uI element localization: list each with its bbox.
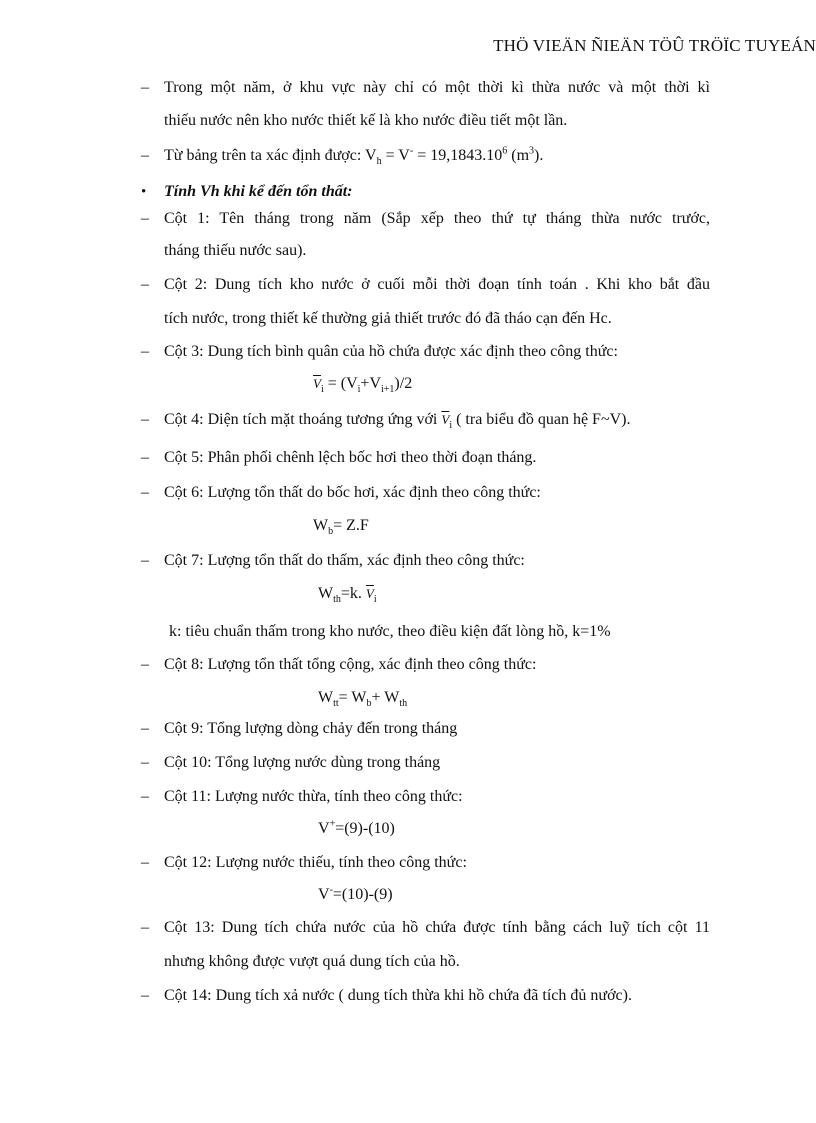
list-dash: – (141, 656, 149, 673)
result-line: Từ bảng trên ta xác định được: $V_h = V^- = 19,1843.10^6$ $(m^3)$. (164, 145, 544, 168)
paragraph-line: Cột 13: Dung tích chứa nước của hồ chứa được tính bằng cách luỹ tích cột 11 (164, 919, 710, 936)
paragraph-line: Cột 7: Lượng tổn thất do thấm, xác định theo công thức: (164, 552, 525, 569)
section-heading: Tính Vh khi kể đến tổn thất: (164, 183, 353, 200)
paragraph-line: nhưng không được vượt quá dung tích của hồ. (164, 953, 460, 970)
list-dash: – (141, 343, 149, 360)
paragraph-line: tháng thiếu nước sau). (164, 242, 307, 259)
bullet-marker: • (141, 184, 147, 200)
paragraph-line: Trong một năm, ở khu vực này chỉ có một thời kì thừa nước và một thời kì (164, 79, 710, 96)
paragraph-line: Cột 9: Tổng lượng dòng chảy đến trong tháng (164, 720, 458, 737)
list-dash: – (141, 788, 149, 805)
list-dash: – (141, 210, 149, 227)
list-dash: – (141, 552, 149, 569)
formula-evaporation: $W_b= Z.F$ (313, 517, 369, 538)
list-dash: – (141, 919, 149, 936)
paragraph-line: Cột 14: Dung tích xả nước ( dung tích thừa khi hồ chứa đã tích đủ nước). (164, 987, 632, 1004)
list-dash: – (141, 276, 149, 293)
list-dash: – (141, 411, 149, 428)
list-dash: – (141, 147, 149, 164)
paragraph-line: Cột 12: Lượng nước thiếu, tính theo công thức: (164, 854, 467, 871)
paragraph-line: Cột 4: Diện tích mặt thoáng tương ứng với $\overline{V}_i$ ( tra biểu đồ quan hệ F~V). (164, 411, 631, 432)
formula-deficit: V-=(10)-(9) (318, 884, 393, 903)
paragraph-line: Cột 10: Tổng lượng nước dùng trong tháng (164, 754, 441, 771)
paragraph-line: Cột 1: Tên tháng trong năm (Sắp xếp theo thứ tự tháng thừa nước trước, (164, 210, 710, 227)
list-dash: – (141, 720, 149, 737)
formula-seepage: $W_{th}=k$. $\overline{V}_i$ (318, 585, 377, 606)
formula-surplus: V+=(9)-(10) (318, 818, 395, 837)
paragraph-line: Cột 8: Lượng tổn thất tổng cộng, xác định theo công thức: (164, 656, 537, 673)
formula-total-loss: $W_{tt}= W_b+ W_{th}$ (318, 689, 408, 710)
list-dash: – (141, 987, 149, 1004)
paragraph-line: tích nước, trong thiết kế thường giả thiết trước đó đã tháo cạn đến Hc. (164, 310, 612, 327)
paragraph-line: Cột 5: Phân phối chênh lệch bốc hơi theo thời đoạn tháng. (164, 449, 537, 466)
list-dash: – (141, 449, 149, 466)
list-dash: – (141, 484, 149, 501)
note-line: k: tiêu chuẩn thấm trong kho nước, theo điều kiện đất lòng hồ, k=1% (169, 623, 611, 640)
list-dash: – (141, 754, 149, 771)
list-dash: – (141, 854, 149, 871)
paragraph-line: Cột 6: Lượng tổn thất do bốc hơi, xác định theo công thức: (164, 484, 541, 501)
paragraph-line: Cột 11: Lượng nước thừa, tính theo công thức: (164, 788, 463, 805)
list-dash: – (141, 79, 149, 96)
page-header: THÖ VIEÄN ÑIEÄN TÖÛ TRÖÏC TUYEÁN (493, 36, 816, 55)
formula-mean-volume: $\overline{V}_i = (V_i+V_{i+1})/2$ (313, 375, 413, 396)
paragraph-line: Cột 3: Dung tích bình quân của hồ chứa được xác định theo công thức: (164, 343, 618, 360)
paragraph-line: Cột 2: Dung tích kho nước ở cuối mỗi thời đoạn tính toán . Khi kho bắt đầu (164, 276, 710, 293)
paragraph-line: thiếu nước nên kho nước thiết kế là kho nước điều tiết một lần. (164, 112, 568, 129)
